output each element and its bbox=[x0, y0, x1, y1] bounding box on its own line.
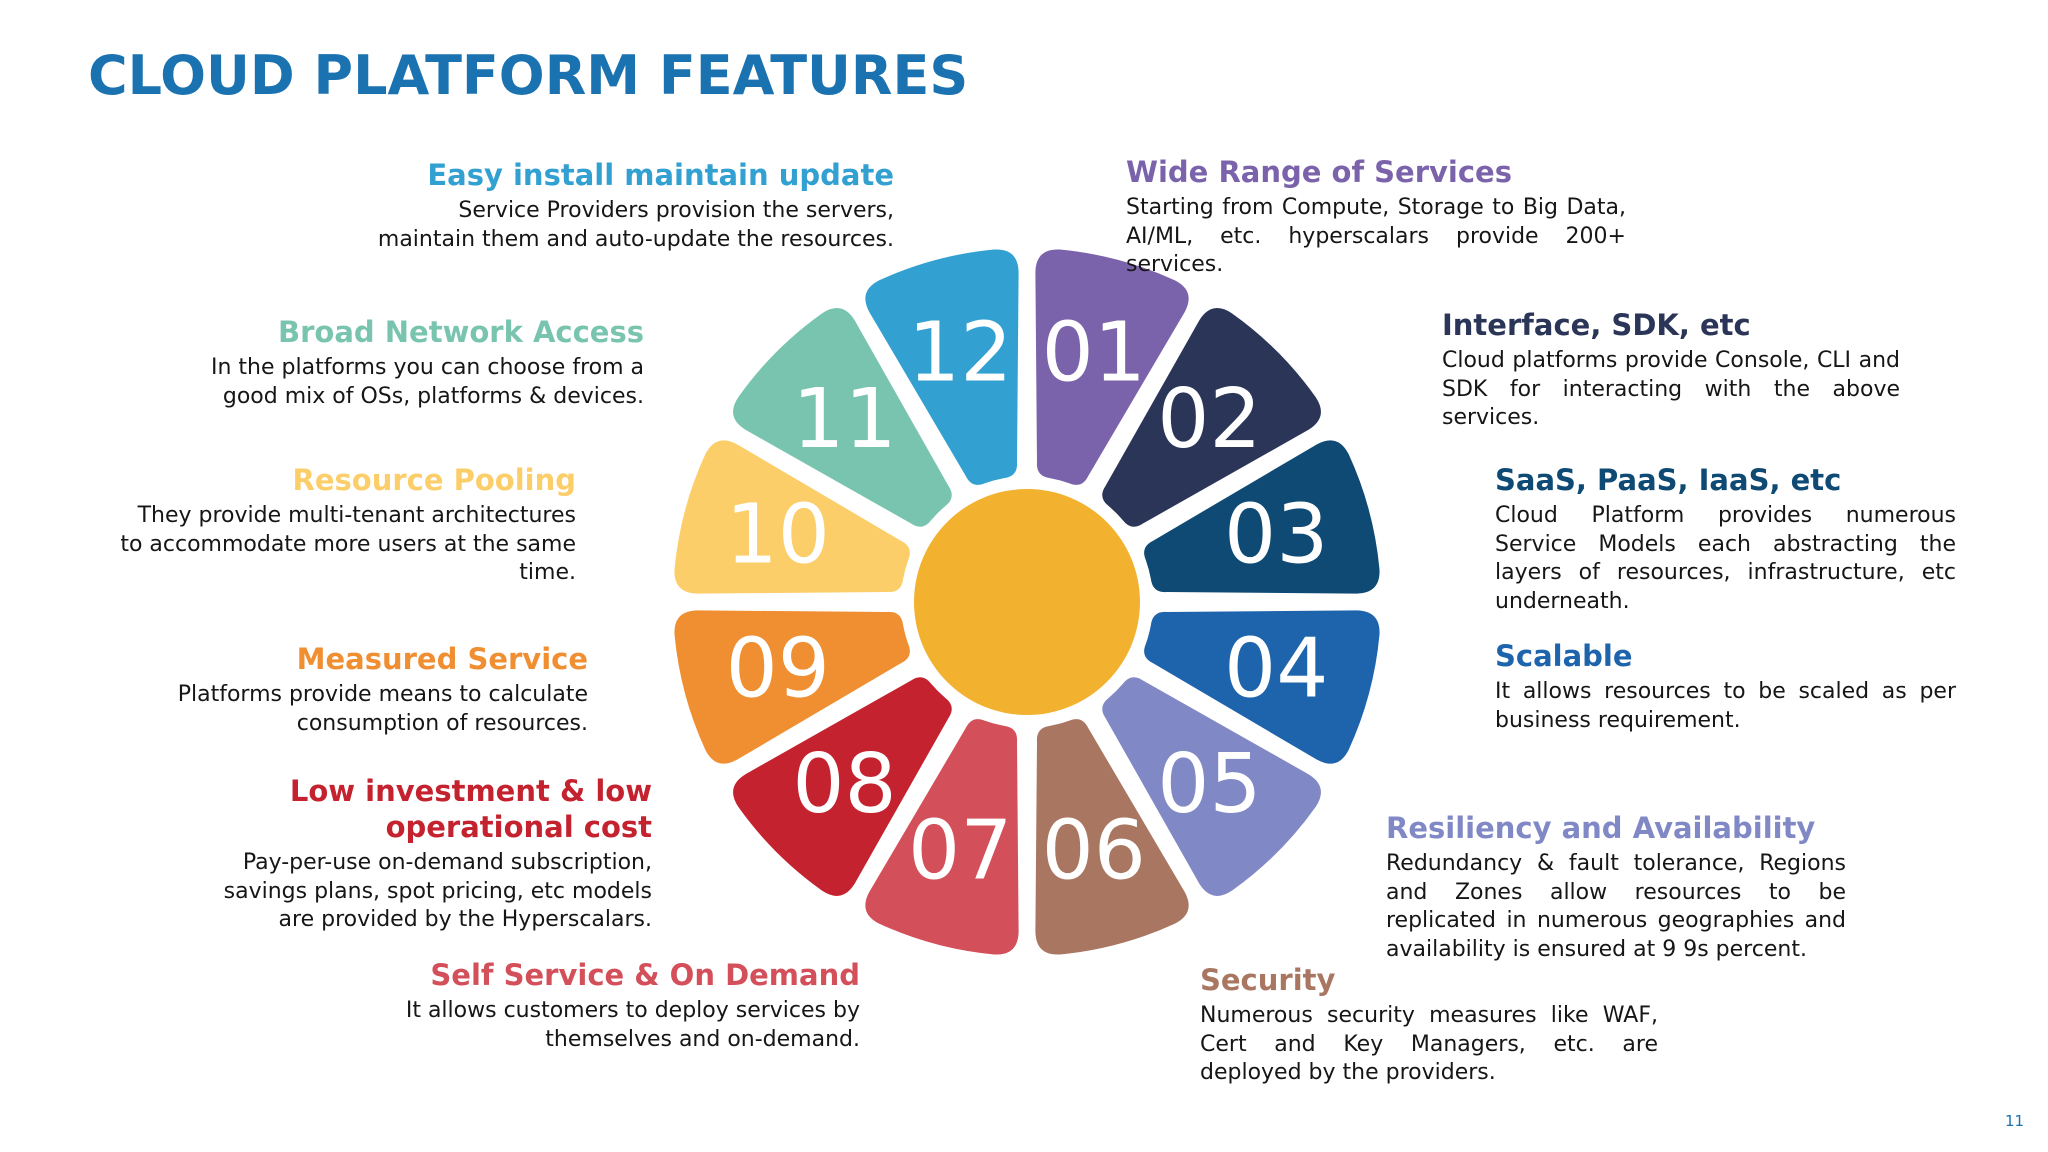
feature-03-title: SaaS, PaaS, IaaS, etc bbox=[1495, 463, 1842, 497]
petal-number-12: 12 bbox=[908, 305, 1013, 401]
petal-number-11: 11 bbox=[792, 372, 897, 468]
feature-03-description: Cloud Platform provides numerous Service Models each abstracting the layers of resources, infrastructure, etc underneath. bbox=[1495, 503, 1956, 614]
feature-07 bbox=[388, 957, 860, 1054]
petal-number-02: 02 bbox=[1157, 372, 1262, 468]
feature-04-title: Scalable bbox=[1495, 639, 1633, 673]
petal-number-07: 07 bbox=[908, 803, 1013, 899]
center-hub bbox=[914, 489, 1140, 715]
feature-11 bbox=[198, 314, 644, 411]
feature-05 bbox=[1386, 810, 1846, 964]
feature-09 bbox=[160, 641, 588, 738]
petal-number-04: 04 bbox=[1224, 621, 1329, 717]
feature-01-title: Wide Range of Services bbox=[1126, 155, 1512, 189]
feature-03 bbox=[1495, 462, 1956, 616]
feature-02-title: Interface, SDK, etc bbox=[1442, 308, 1751, 342]
feature-07-description: It allows customers to deploy services by themselves and on-demand. bbox=[405, 998, 860, 1052]
feature-08-description: Pay-per-use on-demand subscription, savings plans, spot pricing, etc models are provided by the Hyperscalars. bbox=[223, 850, 652, 932]
feature-05-title: Resiliency and Availability bbox=[1386, 811, 1816, 845]
petal-number-08: 08 bbox=[792, 736, 897, 832]
petal-number-01: 01 bbox=[1041, 305, 1146, 401]
feature-11-description: In the platforms you can choose from a good mix of OSs, platforms & devices. bbox=[210, 355, 644, 409]
feature-02 bbox=[1442, 307, 1900, 433]
feature-10-description: They provide multi-tenant architectures to accommodate more users at the same time. bbox=[120, 503, 576, 585]
feature-08 bbox=[190, 773, 652, 935]
petal-number-10: 10 bbox=[725, 487, 830, 583]
feature-06-description: Numerous security measures like WAF, Cert and Key Managers, etc. are deployed by the providers. bbox=[1200, 1003, 1658, 1085]
feature-09-title: Measured Service bbox=[296, 642, 588, 676]
feature-04-description: It allows resources to be scaled as per business requirement. bbox=[1495, 679, 1956, 733]
feature-12-title: Easy install maintain update bbox=[427, 158, 894, 192]
feature-04 bbox=[1495, 638, 1956, 735]
petal-number-05: 05 bbox=[1157, 736, 1262, 832]
petal-number-03: 03 bbox=[1224, 487, 1329, 583]
feature-06 bbox=[1200, 962, 1658, 1088]
feature-06-title: Security bbox=[1200, 963, 1336, 997]
feature-07-title: Self Service & On Demand bbox=[430, 958, 860, 992]
petal-number-09: 09 bbox=[725, 621, 830, 717]
feature-12 bbox=[358, 157, 894, 254]
feature-02-description: Cloud platforms provide Console, CLI and SDK for interacting with the above services. bbox=[1442, 348, 1900, 430]
petal-number-06: 06 bbox=[1041, 803, 1146, 899]
feature-01-description: Starting from Compute, Storage to Big Data, AI/ML, etc. hyperscalars provide 200+ services. bbox=[1126, 195, 1626, 277]
page-number: 11 bbox=[2005, 1112, 2025, 1130]
feature-01 bbox=[1126, 154, 1626, 280]
feature-08-title: Low investment & low operational cost bbox=[289, 774, 652, 844]
feature-10-title: Resource Pooling bbox=[292, 463, 576, 497]
feature-12-description: Service Providers provision the servers, maintain them and auto-update the resources. bbox=[377, 198, 894, 252]
feature-09-description: Platforms provide means to calculate consumption of resources. bbox=[177, 682, 588, 736]
feature-10 bbox=[118, 462, 576, 588]
page-title: CLOUD PLATFORM FEATURES bbox=[88, 44, 969, 107]
feature-11-title: Broad Network Access bbox=[278, 315, 644, 349]
feature-05-description: Redundancy & fault tolerance, Regions and Zones allow resources to be replicated in numerous geographies and availability is ensured at 9 9s percent. bbox=[1386, 851, 1846, 962]
